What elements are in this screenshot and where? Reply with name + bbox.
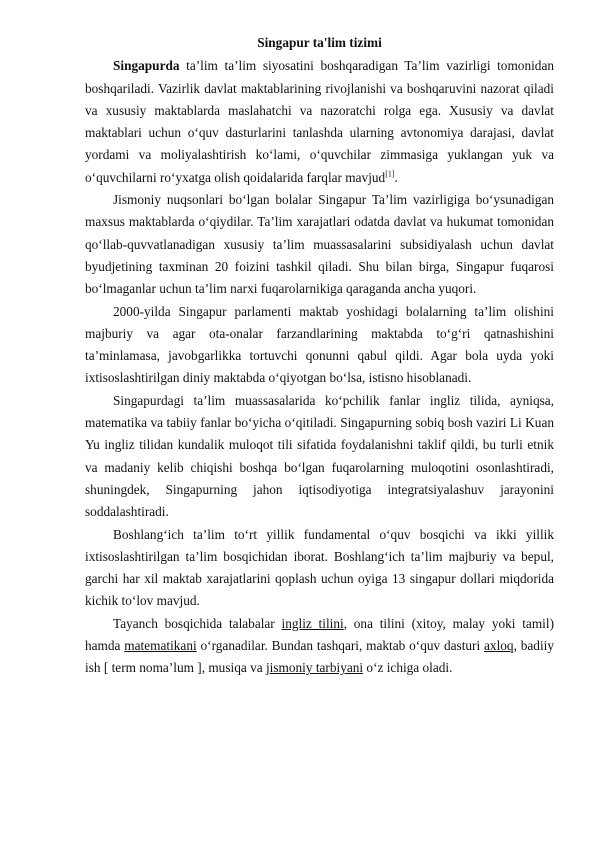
paragraph-4: Singapurdagi ta’lim muassasalarida ko‘pchilik fanlar ingliz tilida, ayniqsa, matematika va tabiiy fanlar bo‘yicha o‘qitiladi. Singapurning sobiq bosh vaziri Li Kuan Yu ingliz tilidan kundalik muloqot tili sifatida foydalanishni taklif qildi, bu turli etnik va madaniy kelib chiqishi boshqa bo‘lgan fuqarolarning muloqotini osonlashtiradi, shuningdek, Singapurning jahon iqtisodiyotiga integratsiyalashuv jarayonini soddalashtiradi. xyxy=(85,392,554,520)
footnote-reference[interactable]: [1] xyxy=(385,169,395,179)
paragraph-text: , badiiy ish [ term noma’lum ], musiqa va xyxy=(85,638,554,676)
paragraph-6 xyxy=(85,613,554,680)
link-ingliz-tilini[interactable]: ingliz tilini xyxy=(281,615,344,631)
paragraph-3: 2000-yilda Singapur parlamenti maktab yoshidagi bolalarning ta’lim olishini majburiy va agar ota-onalar farzandlarining maktabda to‘g‘ri qatnashishini ta’minlamasa, javobgarlikka tortuvchi qonunni qabul qildi. Agar bola uyda yoki ixtisoslashtirilgan diniy maktabda o‘qiyotgan bo‘lsa, istisno hisoblanadi. xyxy=(85,303,554,386)
document-title: Singapur ta'lim tizimi xyxy=(257,35,382,50)
paragraph-text: o‘z ichiga oladi. xyxy=(363,660,453,676)
link-axloq[interactable]: axloq xyxy=(484,638,514,654)
paragraph-5: Boshlang‘ich ta’lim to‘rt yillik fundamental o‘quv bosqichi va ikki yillik ixtisoslashtirilgan ta’lim bosqichidan iborat. Boshlang‘ich ta’lim majburiy va bepul, garchi har xil maktab xarajatlarini qoplash uchun oyiga 13 singapur dollari miqdorida kichik to‘lov mavjud. xyxy=(85,526,554,609)
paragraph-text: ta’lim ta’lim siyosatini boshqaradigan Ta’lim vazirligi tomonidan boshqariladi. Vazirlik davlat maktablarining rivojlanishi va boshqaruvini nazorat qiladi va xususiy maktablarda maslahatchi va nazoratchi rolga ega. Xususiy va davlat maktablari uchun o‘quv dasturlarini tanlashda ularning avtonomiya darajasi, davlat yordami va moliyalashtirish ko‘lami, o‘quvchilar zimmasiga yuklangan yuk va o‘quvchilarni ro‘yxatga olish qoidalarida farqlar mavjud xyxy=(85,58,554,185)
paragraph-end: . xyxy=(394,169,398,185)
paragraph-text: Tayanch bosqichida talabalar xyxy=(113,615,282,631)
paragraph-1 xyxy=(85,55,554,189)
paragraph-text: , ona tilini (xitoy, malay yoki tamil) hamda xyxy=(85,615,554,654)
paragraph-2: Jismoniy nuqsonlari bo‘lgan bolalar Singapur Ta’lim vazirligiga bo‘ysunadigan maxsus maktablarda o‘qiydilar. Ta’lim xarajatlari odatda davlat va hukumat tomonidan qo‘llab-quvvatlanadigan xususiy ta’lim muassasalarini subsidiyalash uchun davlat byudjetining taxminan 20 foizini tashkil qiladi. Shu bilan birga, Singapur fuqarosi bo‘lmaganlar uchun ta’lim narxi fuqarolarnikiga qaraganda ancha yuqori. xyxy=(85,192,554,297)
document-page xyxy=(85,32,554,680)
link-matematikani[interactable]: matematikani xyxy=(124,638,197,654)
bold-lead-word: Singapurda xyxy=(113,58,180,74)
paragraph-text: o‘rganadilar. Bundan tashqari, maktab o‘quv dasturi xyxy=(196,638,485,654)
link-jismoniy-tarbiyani[interactable]: jismoniy tarbiyani xyxy=(265,660,364,676)
